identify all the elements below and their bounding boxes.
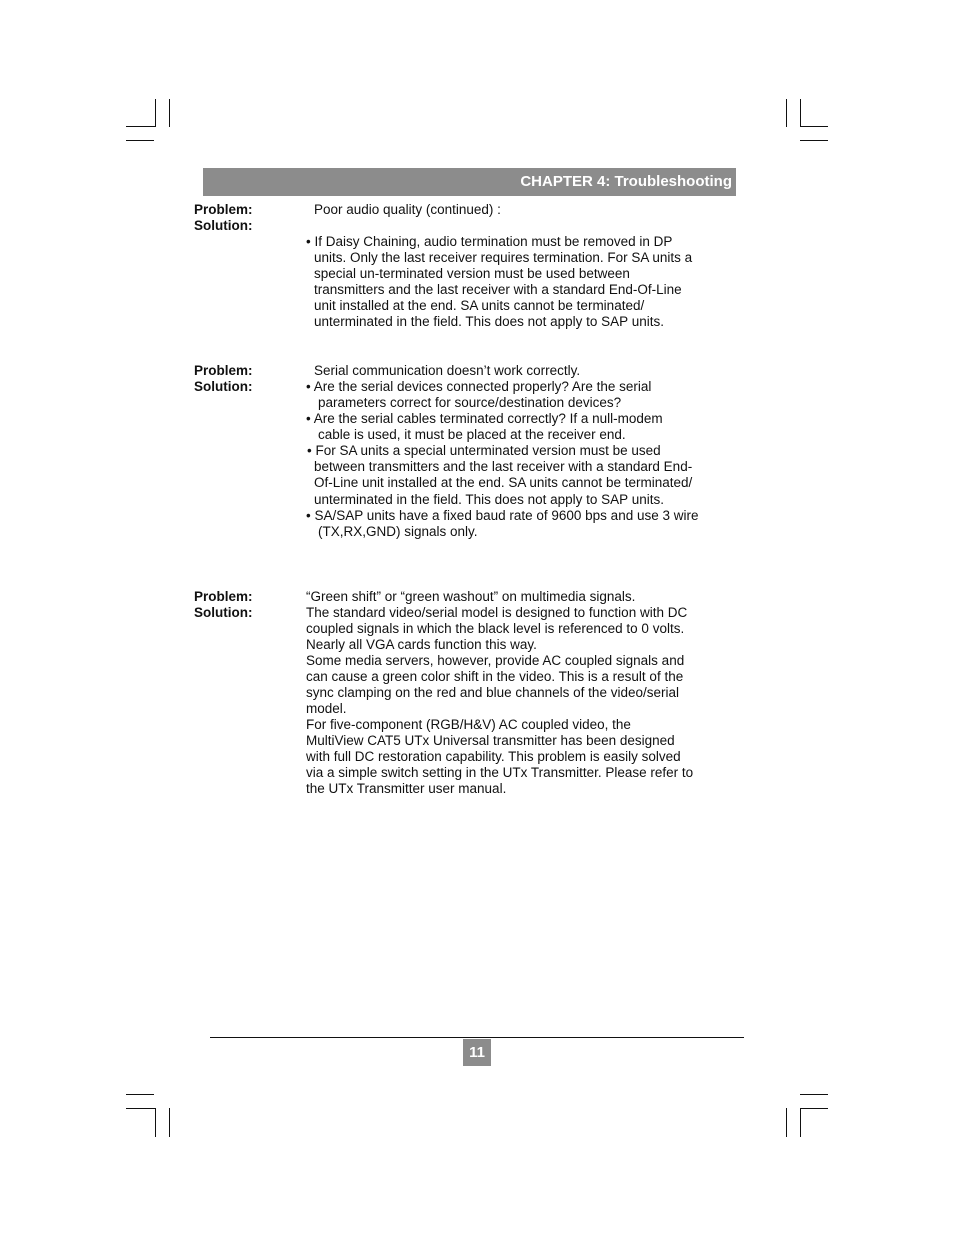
solution-line: parameters correct for source/destination devices? (318, 395, 622, 410)
solution-line: • Are the serial devices connected properly? Are the serial (306, 379, 652, 394)
solution-line: can cause a green color shift in the video. This is a result of the (306, 669, 684, 684)
problem-text: Serial communication doesn’t work correctly. (314, 363, 581, 378)
solution-line: • SA/SAP units have a fixed baud rate of 9600 bps and use 3 wire (306, 508, 699, 523)
crop-mark (169, 1108, 170, 1137)
crop-mark (800, 1108, 801, 1137)
solution-line: cable is used, it must be placed at the receiver end. (318, 427, 626, 442)
solution-line: units. Only the last receiver requires termination. For SA units a (314, 250, 693, 265)
solution-line: model. (306, 701, 347, 716)
problem-label: Problem: (194, 202, 253, 217)
problem-text: “Green shift” or “green washout” on multimedia signals. (306, 589, 636, 604)
solution-line: via a simple switch setting in the UTx Transmitter. Please refer to (306, 765, 694, 780)
solution-line: • Are the serial cables terminated correctly? If a null-modem (306, 411, 663, 426)
solution-line: (TX,RX,GND) signals only. (318, 524, 478, 539)
solution-label: Solution: (194, 218, 253, 233)
solution-line: the UTx Transmitter user manual. (306, 781, 507, 796)
solution-label: Solution: (194, 379, 253, 394)
solution-line: MultiView CAT5 UTx Universal transmitter has been designed (306, 733, 675, 748)
crop-mark (800, 1094, 828, 1095)
crop-mark (155, 1108, 156, 1137)
crop-mark (800, 140, 828, 141)
crop-mark (800, 1108, 828, 1109)
crop-mark (155, 99, 156, 127)
solution-line: with full DC restoration capability. This problem is easily solved (306, 749, 681, 764)
crop-mark (126, 126, 156, 127)
solution-line: unterminated in the field. This does not apply to SAP units. (314, 492, 664, 507)
solution-line: Of-Line unit installed at the end. SA units cannot be terminated/ (314, 475, 693, 490)
crop-mark (800, 99, 801, 127)
solution-label: Solution: (194, 605, 253, 620)
solution-line: between transmitters and the last receiver with a standard End- (314, 459, 693, 474)
crop-mark (126, 140, 154, 141)
solution-line: coupled signals in which the black level is referenced to 0 volts. (306, 621, 685, 636)
problem-label: Problem: (194, 589, 253, 604)
solution-line: • For SA units a special unterminated version must be used (307, 443, 661, 458)
solution-line: unterminated in the field. This does not apply to SAP units. (314, 314, 664, 329)
solution-line: Nearly all VGA cards function this way. (306, 637, 537, 652)
footer-rule (210, 1037, 744, 1038)
solution-line: special un-terminated version must be used between (314, 266, 630, 281)
page-number: 11 (463, 1039, 491, 1066)
solution-line: transmitters and the last receiver with a standard End-Of-Line (314, 282, 682, 297)
crop-mark (800, 126, 828, 127)
crop-mark (169, 99, 170, 127)
solution-line: unit installed at the end. SA units cannot be terminated/ (314, 298, 645, 313)
solution-line: For five-component (RGB/H&V) AC coupled video, the (306, 717, 631, 732)
solution-line: sync clamping on the red and blue channels of the video/serial (306, 685, 679, 700)
crop-mark (126, 1108, 156, 1109)
problem-text: Poor audio quality (continued) : (314, 202, 501, 217)
crop-mark (786, 99, 787, 127)
solution-line: • If Daisy Chaining, audio termination must be removed in DP (306, 234, 673, 249)
solution-line: The standard video/serial model is designed to function with DC (306, 605, 688, 620)
crop-mark (126, 1094, 154, 1095)
problem-label: Problem: (194, 363, 253, 378)
solution-line: Some media servers, however, provide AC coupled signals and (306, 653, 685, 668)
chapter-header: CHAPTER 4: Troubleshooting (203, 168, 736, 196)
crop-mark (786, 1108, 787, 1137)
